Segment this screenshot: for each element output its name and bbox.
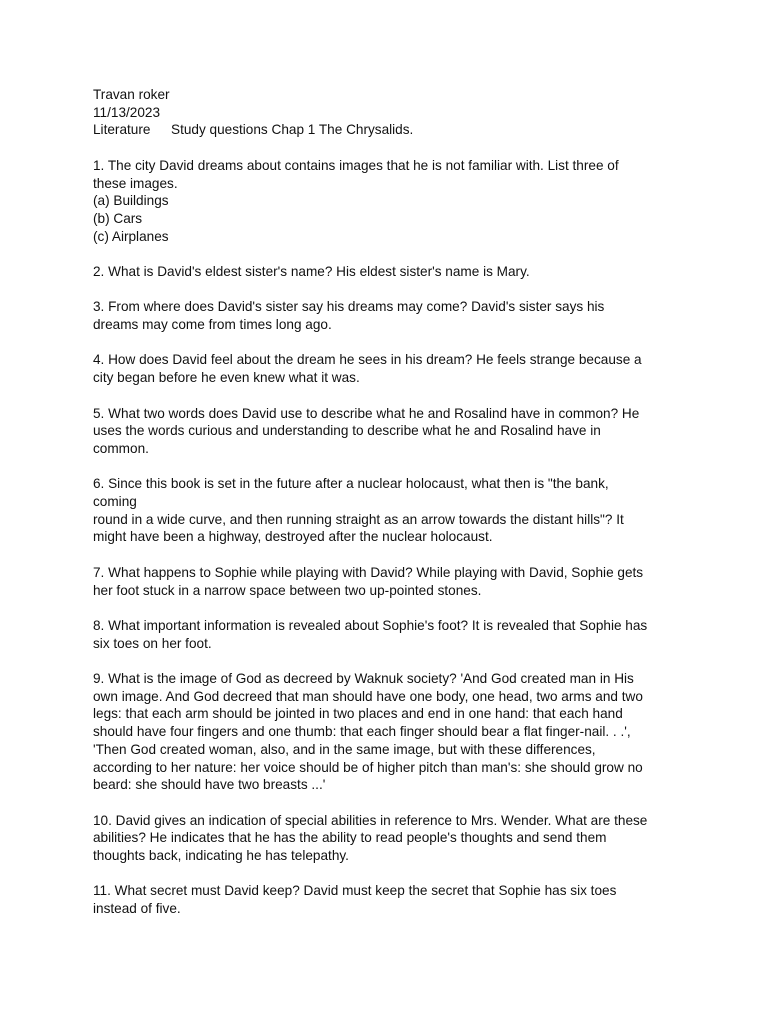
question-line: common. (93, 440, 149, 456)
document-page (93, 86, 683, 918)
question-line: these images. (93, 175, 178, 191)
question-line: own image. And God decreed that man should have one body, one head, two arms and two (93, 688, 643, 704)
blank-line (93, 865, 683, 883)
question-line: should have four fingers and one thumb: that each finger should bear a flat finger-nail. . .', (93, 724, 631, 740)
document-heading (93, 121, 683, 139)
question-5 (93, 405, 683, 458)
blank-line (93, 245, 683, 263)
question-9 (93, 670, 683, 794)
question-line: 7. What happens to Sophie while playing with David? While playing with David, Sophie gets (93, 564, 644, 580)
question-line: thoughts back, indicating he has telepathy. (93, 848, 349, 864)
answer-item: (c) Airplanes (93, 228, 169, 244)
question-line: round in a wide curve, and then running straight as an arrow towards the distant hills"? It (93, 511, 624, 527)
question-line: 9. What is the image of God as decreed by Waknuk society? 'And God created man in His (93, 671, 634, 687)
question-line: might have been a highway, destroyed after the nuclear holocaust. (93, 529, 493, 545)
question-line: 4. How does David feel about the dream he sees in his dream? He feels strange because a (93, 352, 642, 368)
question-line: according to her nature: her voice should be of higher pitch than man's: she should grow no (93, 759, 643, 775)
answer-item: (b) Cars (93, 210, 143, 226)
blank-line (93, 139, 683, 157)
document-date: 11/13/2023 (93, 104, 161, 120)
question-line: beard: she should have two breasts ...' (93, 777, 326, 793)
question-line: 6. Since this book is set in the future after a nuclear holocaust, what then is "the bank, (93, 476, 609, 492)
question-1 (93, 157, 683, 246)
question-line: 2. What is David's eldest sister's name? His eldest sister's name is Mary. (93, 264, 530, 279)
question-8 (93, 617, 683, 652)
question-line: 5. What two words does David use to describe what he and Rosalind have in common? He (93, 405, 640, 421)
question-line: her foot stuck in a narrow space between two up-pointed stones. (93, 582, 482, 598)
question-line: city began before he even knew what it was. (93, 370, 360, 386)
question-7 (93, 564, 683, 599)
question-2 (93, 263, 683, 281)
question-line: abilities? He indicates that he has the ability to read people's thoughts and send them (93, 830, 607, 846)
question-line: coming (93, 494, 137, 510)
question-line: 11. What secret must David keep? David must keep the secret that Sophie has six toes (93, 883, 617, 899)
question-line: 3. From where does David's sister say his dreams may come? David's sister says his (93, 299, 605, 315)
question-6 (93, 475, 683, 546)
blank-line (93, 458, 683, 476)
blank-line (93, 599, 683, 617)
question-line: six toes on her foot. (93, 635, 212, 651)
question-line: instead of five. (93, 901, 181, 917)
question-4 (93, 351, 683, 386)
student-name: Travan roker (93, 87, 170, 102)
question-line: 10. David gives an indication of special abilities in reference to Mrs. Wender. What are these (93, 812, 648, 828)
blank-line (93, 387, 683, 405)
blank-line (93, 281, 683, 299)
question-line: legs: that each arm should be jointed in two places and end in one hand: that each hand (93, 706, 623, 722)
question-line: 8. What important information is revealed about Sophie's foot? It is revealed that Sophie has (93, 617, 648, 633)
blank-line (93, 794, 683, 812)
question-3 (93, 298, 683, 333)
subject-label: Literature (93, 122, 151, 138)
question-11 (93, 882, 683, 917)
question-line: 'Then God created woman, also, and in the same image, but with these differences, (93, 741, 596, 757)
answer-item: (a) Buildings (93, 193, 169, 209)
document-title: Study questions Chap 1 The Chrysalids. (171, 122, 414, 138)
blank-line (93, 334, 683, 352)
blank-line (93, 652, 683, 670)
question-line: uses the words curious and understanding to describe what he and Rosalind have in (93, 423, 601, 439)
blank-line (93, 546, 683, 564)
question-line: dreams may come from times long ago. (93, 317, 332, 333)
question-line: 1. The city David dreams about contains images that he is not familiar with. List three of (93, 157, 619, 173)
question-10 (93, 812, 683, 865)
